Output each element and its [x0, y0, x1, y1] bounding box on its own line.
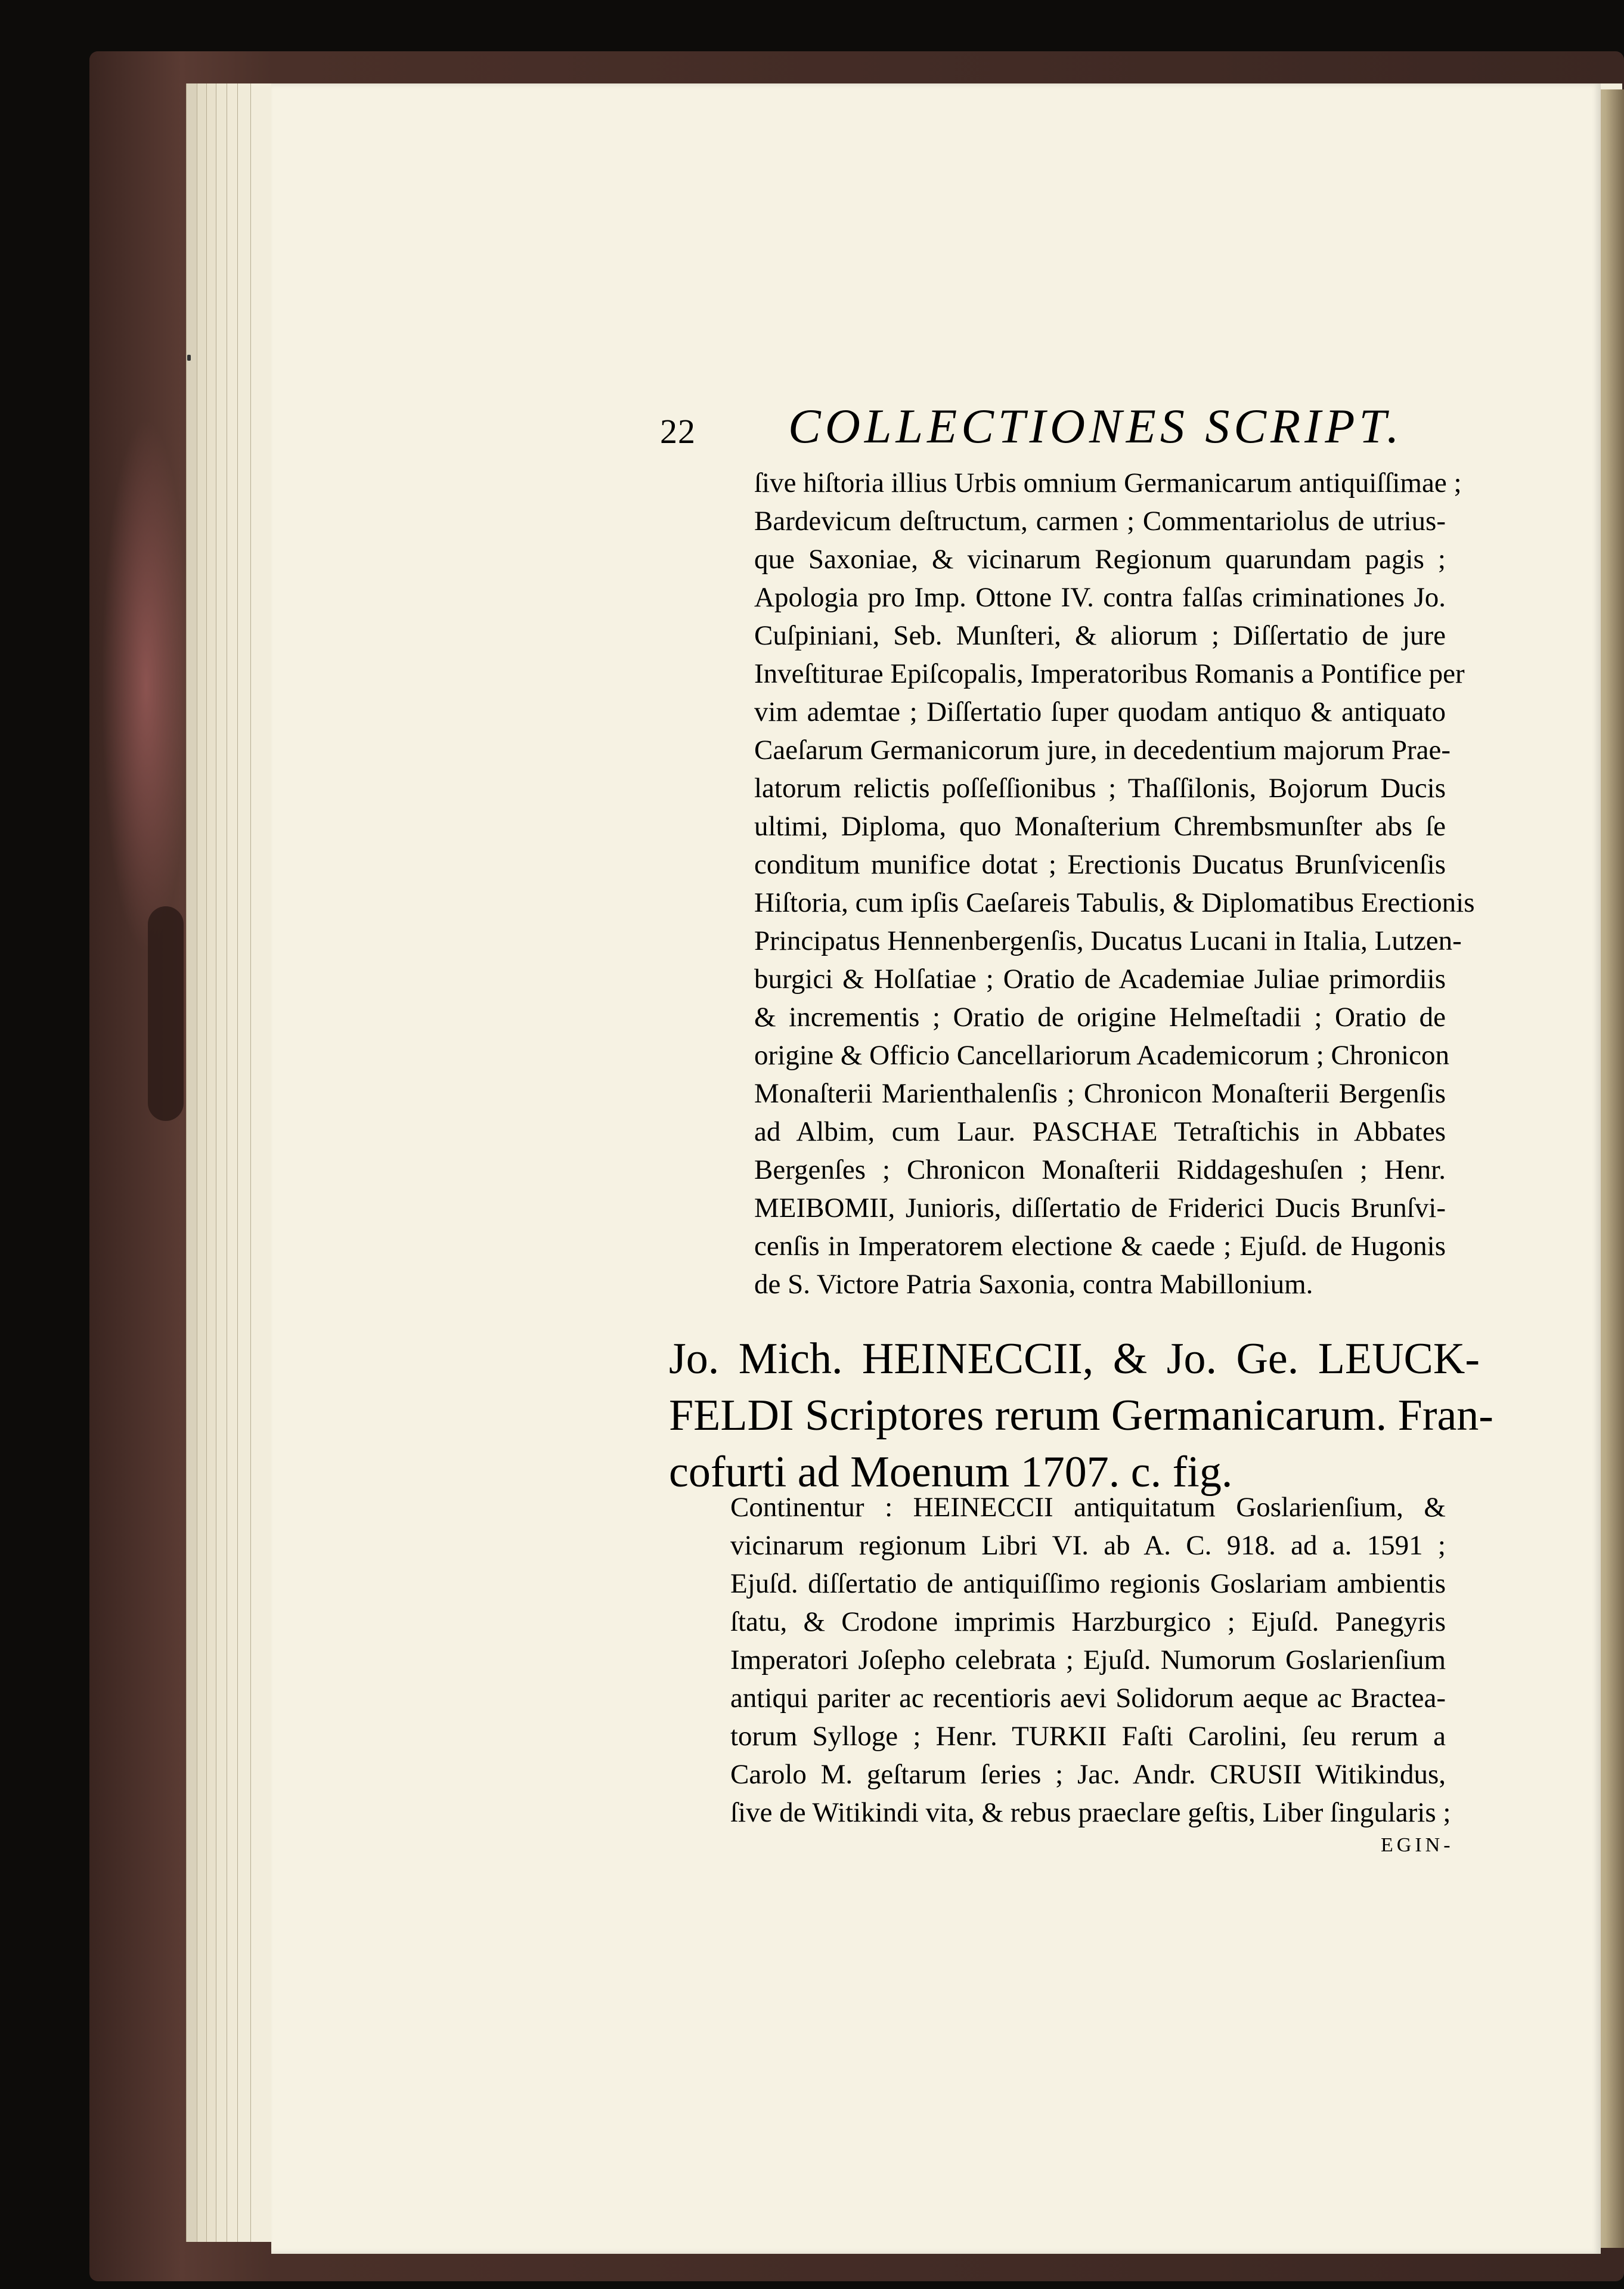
text-line: & incrementis ; Oratio de origine Helmeſtadii ; Oratio de	[754, 1002, 1446, 1033]
text-line: ſive hiſtoria illius Urbis omnium Germanicarum antiquiſſimae ;	[754, 467, 1462, 498]
text-line: conditum munifice dotat ; Erectionis Ducatus Brunſvicenſis	[754, 849, 1446, 880]
text-line: Bergenſes ; Chronicon Monaſterii Riddageshuſen ; Henr.	[754, 1154, 1446, 1185]
text-line: Apologia pro Imp. Ottone IV. contra falſas criminationes Jo.	[754, 582, 1446, 613]
binding-mark	[187, 355, 191, 361]
text-line: burgici & Holſatiae ; Oratio de Academiae Juliae primordiis	[754, 964, 1446, 995]
text-line: Cuſpiniani, Seb. Munſteri, & aliorum ; Diſſertatio de jure	[754, 620, 1446, 651]
text-line: ultimi, Diploma, quo Monaſterium Chrembsmunſter abs ſe	[754, 811, 1446, 842]
page-header	[660, 398, 1483, 458]
text-line: Continentur : HEINECCII antiquitatum Goslarienſium, &	[730, 1492, 1446, 1523]
text-line: vicinarum regionum Libri VI. ab A. C. 918. ad a. 1591 ;	[730, 1530, 1446, 1561]
text-line: FELDI Scriptores rerum Germanicarum. Fran-	[669, 1391, 1493, 1440]
text-line: cofurti ad Moenum 1707. c. fig.	[669, 1448, 1233, 1497]
text-line: antiqui pariter ac recentioris aevi Solidorum aeque ac Bractea-	[730, 1683, 1446, 1714]
text-line: Jo. Mich. HEINECCII, & Jo. Ge. LEUCK-	[669, 1334, 1480, 1383]
text-line: Inveſtiturae Epiſcopalis, Imperatoribus Romanis a Pontifice per	[754, 658, 1465, 689]
text-line: Bardevicum deſtructum, carmen ; Commentariolus de utrius-	[754, 506, 1446, 537]
text-line: vim ademtae ; Diſſertatio ſuper quodam antiquo & antiquato	[754, 696, 1446, 727]
text-line: Imperatori Joſepho celebrata ; Ejuſd. Numorum Goslarienſium	[730, 1644, 1446, 1675]
cover-stain	[101, 417, 191, 954]
text-line: Caeſarum Germanicorum jure, in decedentium majorum Prae-	[754, 735, 1451, 766]
text-line: MEIBOMII, Junioris, diſſertatio de Friderici Ducis Brunſvi-	[754, 1192, 1446, 1224]
entry-2-text	[730, 1488, 1451, 1832]
cover-clasp-mark	[148, 906, 184, 1121]
text-line: torum Sylloge ; Henr. TURKII Faſti Carolini, ſeu rerum a	[730, 1721, 1446, 1752]
running-head: COLLECTIONES SCRIPT.	[788, 399, 1403, 453]
text-line: Principatus Hennenbergenſis, Ducatus Lucani in Italia, Lutzen-	[754, 925, 1462, 956]
text-line: de S. Victore Patria Saxonia, contra Mabillonium.	[754, 1269, 1313, 1300]
text-line: ſive de Witikindi vita, & rebus praeclare geſtis, Liber ſingularis ;	[730, 1797, 1451, 1828]
page-number: 22	[660, 412, 696, 451]
entry-2-title	[669, 1331, 1493, 1501]
entry-1-text	[754, 464, 1475, 1303]
text-line: cenſis in Imperatorem electione & caede ; Ejuſd. de Hugonis	[754, 1231, 1446, 1262]
catchword: EGIN-	[1381, 1834, 1454, 1856]
text-line: origine & Officio Cancellariorum Academicorum ; Chronicon	[754, 1040, 1449, 1071]
text-line: Hiſtoria, cum ipſis Caeſareis Tabulis, & Diplomatibus Erectionis	[754, 887, 1475, 918]
text-line: Monaſterii Marienthalenſis ; Chronicon Monaſterii Bergenſis	[754, 1078, 1446, 1109]
text-line: ad Albim, cum Laur. PASCHAE Tetraſtichis in Abbates	[754, 1116, 1446, 1147]
text-line: Ejuſd. diſſertatio de antiquiſſimo regionis Goslariam ambientis	[730, 1568, 1446, 1599]
text-line: ſtatu, & Crodone imprimis Harzburgico ; Ejuſd. Panegyris	[730, 1606, 1446, 1637]
text-line: Carolo M. geſtarum ſeries ; Jac. Andr. CRUSII Witikindus,	[730, 1759, 1446, 1790]
text-line: que Saxoniae, & vicinarum Regionum quarundam pagis ;	[754, 544, 1446, 575]
text-line: latorum relictis poſſeſſionibus ; Thaſſilonis, Bojorum Ducis	[754, 773, 1446, 804]
